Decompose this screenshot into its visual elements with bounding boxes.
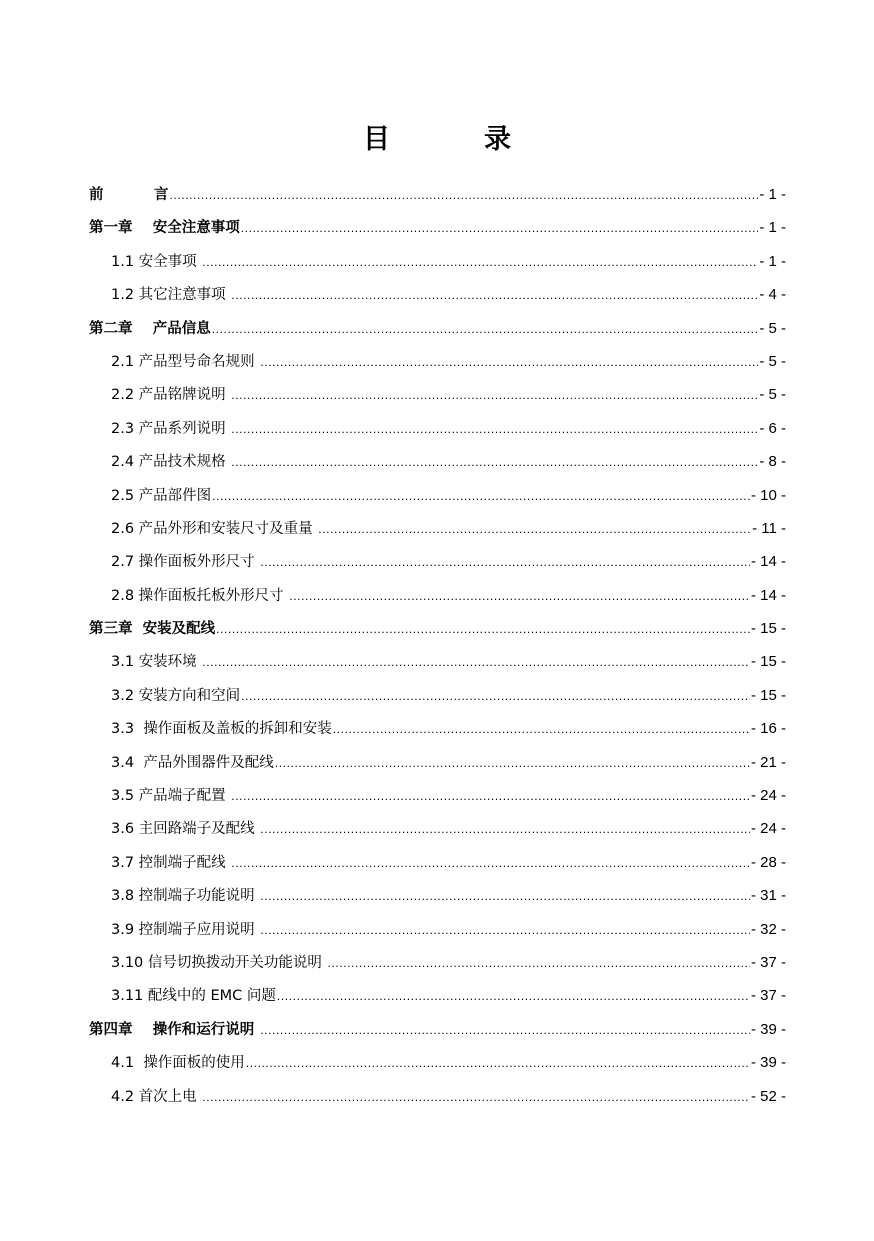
toc-entry-page: - 11 - <box>752 519 786 537</box>
toc-entry-page: - 32 - <box>750 920 786 938</box>
toc-entry-page: - 1 - <box>759 252 786 270</box>
table-of-contents <box>89 178 786 1113</box>
toc-leader-dots <box>231 446 758 479</box>
toc-entry-page: - 24 - <box>750 820 786 838</box>
toc-leader-dots <box>241 680 750 713</box>
toc-entry-page: - 1 - <box>759 219 786 237</box>
toc-entry-label: 2.7 操作面板外形尺寸 <box>111 554 260 571</box>
toc-entry-2-8[interactable] <box>89 579 786 612</box>
toc-entry-page: - 39 - <box>750 1054 786 1072</box>
toc-entry-page: - 4 - <box>759 286 786 304</box>
toc-leader-dots <box>231 847 750 880</box>
toc-entry-3-4[interactable] <box>89 746 786 779</box>
toc-leader-dots <box>231 279 758 312</box>
toc-entry-label: 3.8 控制端子功能说明 <box>111 888 260 905</box>
toc-entry-3-5[interactable] <box>89 779 786 812</box>
toc-entry-2-3[interactable] <box>89 412 786 445</box>
toc-leader-dots <box>328 947 750 980</box>
toc-entry-page: - 5 - <box>759 319 786 337</box>
toc-leader-dots <box>275 747 750 780</box>
toc-entry-page: - 31 - <box>750 887 786 905</box>
toc-entry-label: 3.7 控制端子配线 <box>111 854 231 871</box>
toc-entry-3-10[interactable] <box>89 946 786 979</box>
toc-leader-dots <box>260 880 750 913</box>
toc-entry-4-1[interactable] <box>89 1046 786 1079</box>
toc-entry-1-1[interactable] <box>89 245 786 278</box>
toc-leader-dots <box>216 613 750 646</box>
toc-leader-dots <box>318 513 751 546</box>
toc-entry-label: 2.1 产品型号命名规则 <box>111 353 260 370</box>
toc-entry-label: 第四章 操作和运行说明 <box>89 1021 260 1038</box>
toc-entry-label: 3.2 安装方向和空间 <box>111 687 241 704</box>
toc-entry-page: - 37 - <box>750 953 786 971</box>
toc-entry-2-6[interactable] <box>89 512 786 545</box>
toc-leader-dots <box>241 212 759 245</box>
toc-entry-label: 1.2 其它注意事项 <box>111 287 231 304</box>
toc-entry-label: 2.8 操作面板托板外形尺寸 <box>111 587 289 604</box>
toc-entry-4-2[interactable] <box>89 1080 786 1113</box>
toc-leader-dots <box>212 480 750 513</box>
toc-entry-label: 前 言 <box>89 187 169 203</box>
toc-entry-label: 3.10 信号切换拨动开关功能说明 <box>111 954 327 971</box>
toc-entry-chapter-2[interactable] <box>89 312 786 345</box>
toc-entry-2-7[interactable] <box>89 545 786 578</box>
toc-entry-label: 2.6 产品外形和安装尺寸及重量 <box>111 520 318 537</box>
toc-entry-label: 3.1 安装环境 <box>111 654 202 671</box>
toc-entry-2-4[interactable] <box>89 445 786 478</box>
toc-entry-page: - 5 - <box>759 352 786 370</box>
toc-entry-preface[interactable] <box>89 178 786 211</box>
toc-entry-label: 第三章 安装及配线 <box>89 621 216 638</box>
toc-entry-3-6[interactable] <box>89 812 786 845</box>
toc-entry-label: 3.9 控制端子应用说明 <box>111 921 260 938</box>
toc-entry-3-8[interactable] <box>89 879 786 912</box>
toc-entry-label: 4.1 操作面板的使用 <box>111 1055 245 1072</box>
toc-leader-dots <box>260 546 750 579</box>
toc-entry-label: 2.2 产品铭牌说明 <box>111 387 231 404</box>
toc-entry-label: 3.4 产品外围器件及配线 <box>111 754 274 771</box>
toc-entry-page: - 37 - <box>750 987 786 1005</box>
toc-entry-3-1[interactable] <box>89 645 786 678</box>
toc-leader-dots <box>202 646 750 679</box>
toc-entry-label: 3.5 产品端子配置 <box>111 788 231 805</box>
toc-entry-page: - 21 - <box>750 753 786 771</box>
toc-leader-dots <box>212 313 759 346</box>
toc-entry-page: - 39 - <box>750 1020 786 1038</box>
toc-entry-2-2[interactable] <box>89 378 786 411</box>
toc-entry-label: 2.4 产品技术规格 <box>111 454 231 471</box>
toc-entry-3-9[interactable] <box>89 913 786 946</box>
toc-leader-dots <box>231 379 758 412</box>
toc-entry-page: - 15 - <box>750 686 786 704</box>
toc-entry-3-7[interactable] <box>89 846 786 879</box>
toc-entry-page: - 5 - <box>759 386 786 404</box>
toc-entry-page: - 15 - <box>750 620 786 638</box>
toc-entry-label: 2.5 产品部件图 <box>111 487 212 504</box>
toc-leader-dots <box>260 813 750 846</box>
toc-entry-page: - 14 - <box>750 553 786 571</box>
toc-entry-label: 3.11 配线中的 EMC 问题 <box>111 988 276 1005</box>
toc-entry-chapter-1[interactable] <box>89 211 786 244</box>
toc-leader-dots <box>260 914 750 947</box>
toc-leader-dots <box>231 413 758 446</box>
toc-entry-page: - 28 - <box>750 853 786 871</box>
toc-entry-3-2[interactable] <box>89 679 786 712</box>
toc-entry-label: 3.6 主回路端子及配线 <box>111 821 260 838</box>
toc-entry-chapter-3[interactable] <box>89 612 786 645</box>
toc-leader-dots <box>202 1081 750 1114</box>
page-title: 目 录 <box>363 124 511 155</box>
toc-leader-dots <box>231 780 750 813</box>
toc-entry-3-11[interactable] <box>89 979 786 1012</box>
toc-entry-page: - 24 - <box>750 787 786 805</box>
toc-entry-label: 3.3 操作面板及盖板的拆卸和安装 <box>111 721 332 738</box>
toc-leader-dots <box>246 1047 750 1080</box>
toc-entry-page: - 52 - <box>750 1087 786 1105</box>
toc-leader-dots <box>169 179 758 212</box>
toc-entry-page: - 16 - <box>750 720 786 738</box>
toc-entry-label: 第一章 安全注意事项 <box>89 220 240 237</box>
toc-entry-label: 4.2 首次上电 <box>111 1088 202 1105</box>
toc-leader-dots <box>333 713 750 746</box>
toc-entry-page: - 6 - <box>759 419 786 437</box>
toc-entry-label: 2.3 产品系列说明 <box>111 420 231 437</box>
toc-leader-dots <box>202 246 758 279</box>
toc-entry-1-2[interactable] <box>89 278 786 311</box>
toc-entry-page: - 15 - <box>750 653 786 671</box>
toc-leader-dots <box>260 1014 750 1047</box>
toc-entry-page: - 10 - <box>750 486 786 504</box>
toc-entry-2-5[interactable] <box>89 479 786 512</box>
toc-entry-2-1[interactable] <box>89 345 786 378</box>
toc-entry-page: - 14 - <box>750 586 786 604</box>
toc-entry-3-3[interactable] <box>89 712 786 745</box>
toc-leader-dots <box>289 580 750 613</box>
toc-entry-chapter-4[interactable] <box>89 1013 786 1046</box>
toc-entry-page: - 8 - <box>759 453 786 471</box>
toc-entry-label: 第二章 产品信息 <box>89 320 211 337</box>
toc-leader-dots <box>277 980 750 1013</box>
toc-entry-page: - 1 - <box>759 186 786 203</box>
toc-entry-label: 1.1 安全事项 <box>111 253 202 270</box>
toc-leader-dots <box>260 346 758 379</box>
